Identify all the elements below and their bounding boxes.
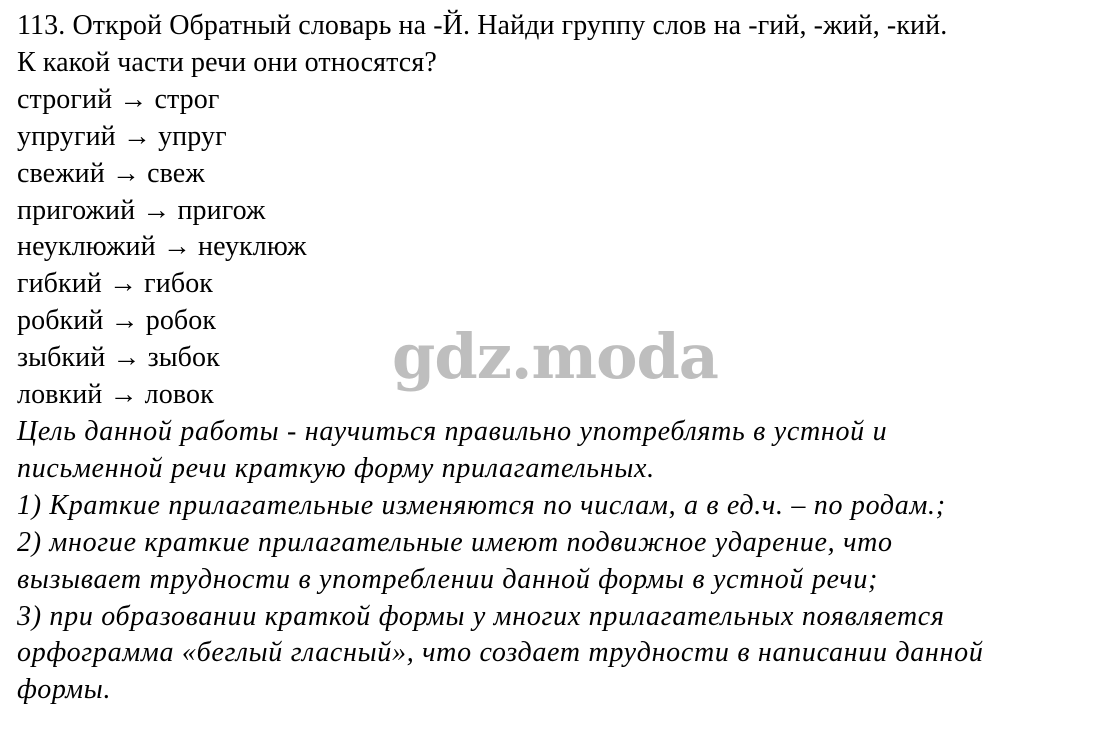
word-pair: робкий → робок	[17, 305, 217, 337]
explanation-line: вызывает трудности в употреблении данной формы в устной речи;	[17, 563, 879, 595]
explanation-line: 1) Краткие прилагательные изменяются по числам, а в ед.ч. – по родам.;	[17, 489, 946, 521]
word-pair: свежий → свеж	[17, 157, 205, 189]
word-pair: гибкий → гибок	[17, 268, 214, 300]
explanation-line: письменной речи краткую форму прилагательных.	[17, 452, 655, 484]
word-pair: упругий → упруг	[17, 120, 227, 152]
task-line: К какой части речи они относятся?	[17, 46, 437, 78]
explanation-line: 2) многие краткие прилагательные имеют подвижное ударение, что	[17, 526, 893, 558]
explanation-line: 3) при образовании краткой формы у многих прилагательных появляется	[17, 600, 945, 632]
word-pair: неуклюжий → неуклюж	[17, 231, 307, 263]
explanation-line: орфограмма «беглый гласный», что создает трудности в написании данной	[17, 637, 984, 669]
task-line: 113. Открой Обратный словарь на -Й. Найди группу слов на -гий, -жий, -кий.	[17, 10, 948, 41]
explanation-line: формы.	[17, 674, 112, 706]
word-pair: зыбкий → зыбок	[17, 342, 220, 374]
word-pair: строгий → строг	[17, 83, 220, 115]
watermark: gdz.moda	[392, 320, 718, 393]
explanation-line: Цель данной работы - научиться правильно употреблять в устной и	[17, 415, 888, 447]
word-pair: пригожий → пригож	[17, 194, 266, 226]
word-pair: ловкий → ловок	[17, 379, 214, 411]
